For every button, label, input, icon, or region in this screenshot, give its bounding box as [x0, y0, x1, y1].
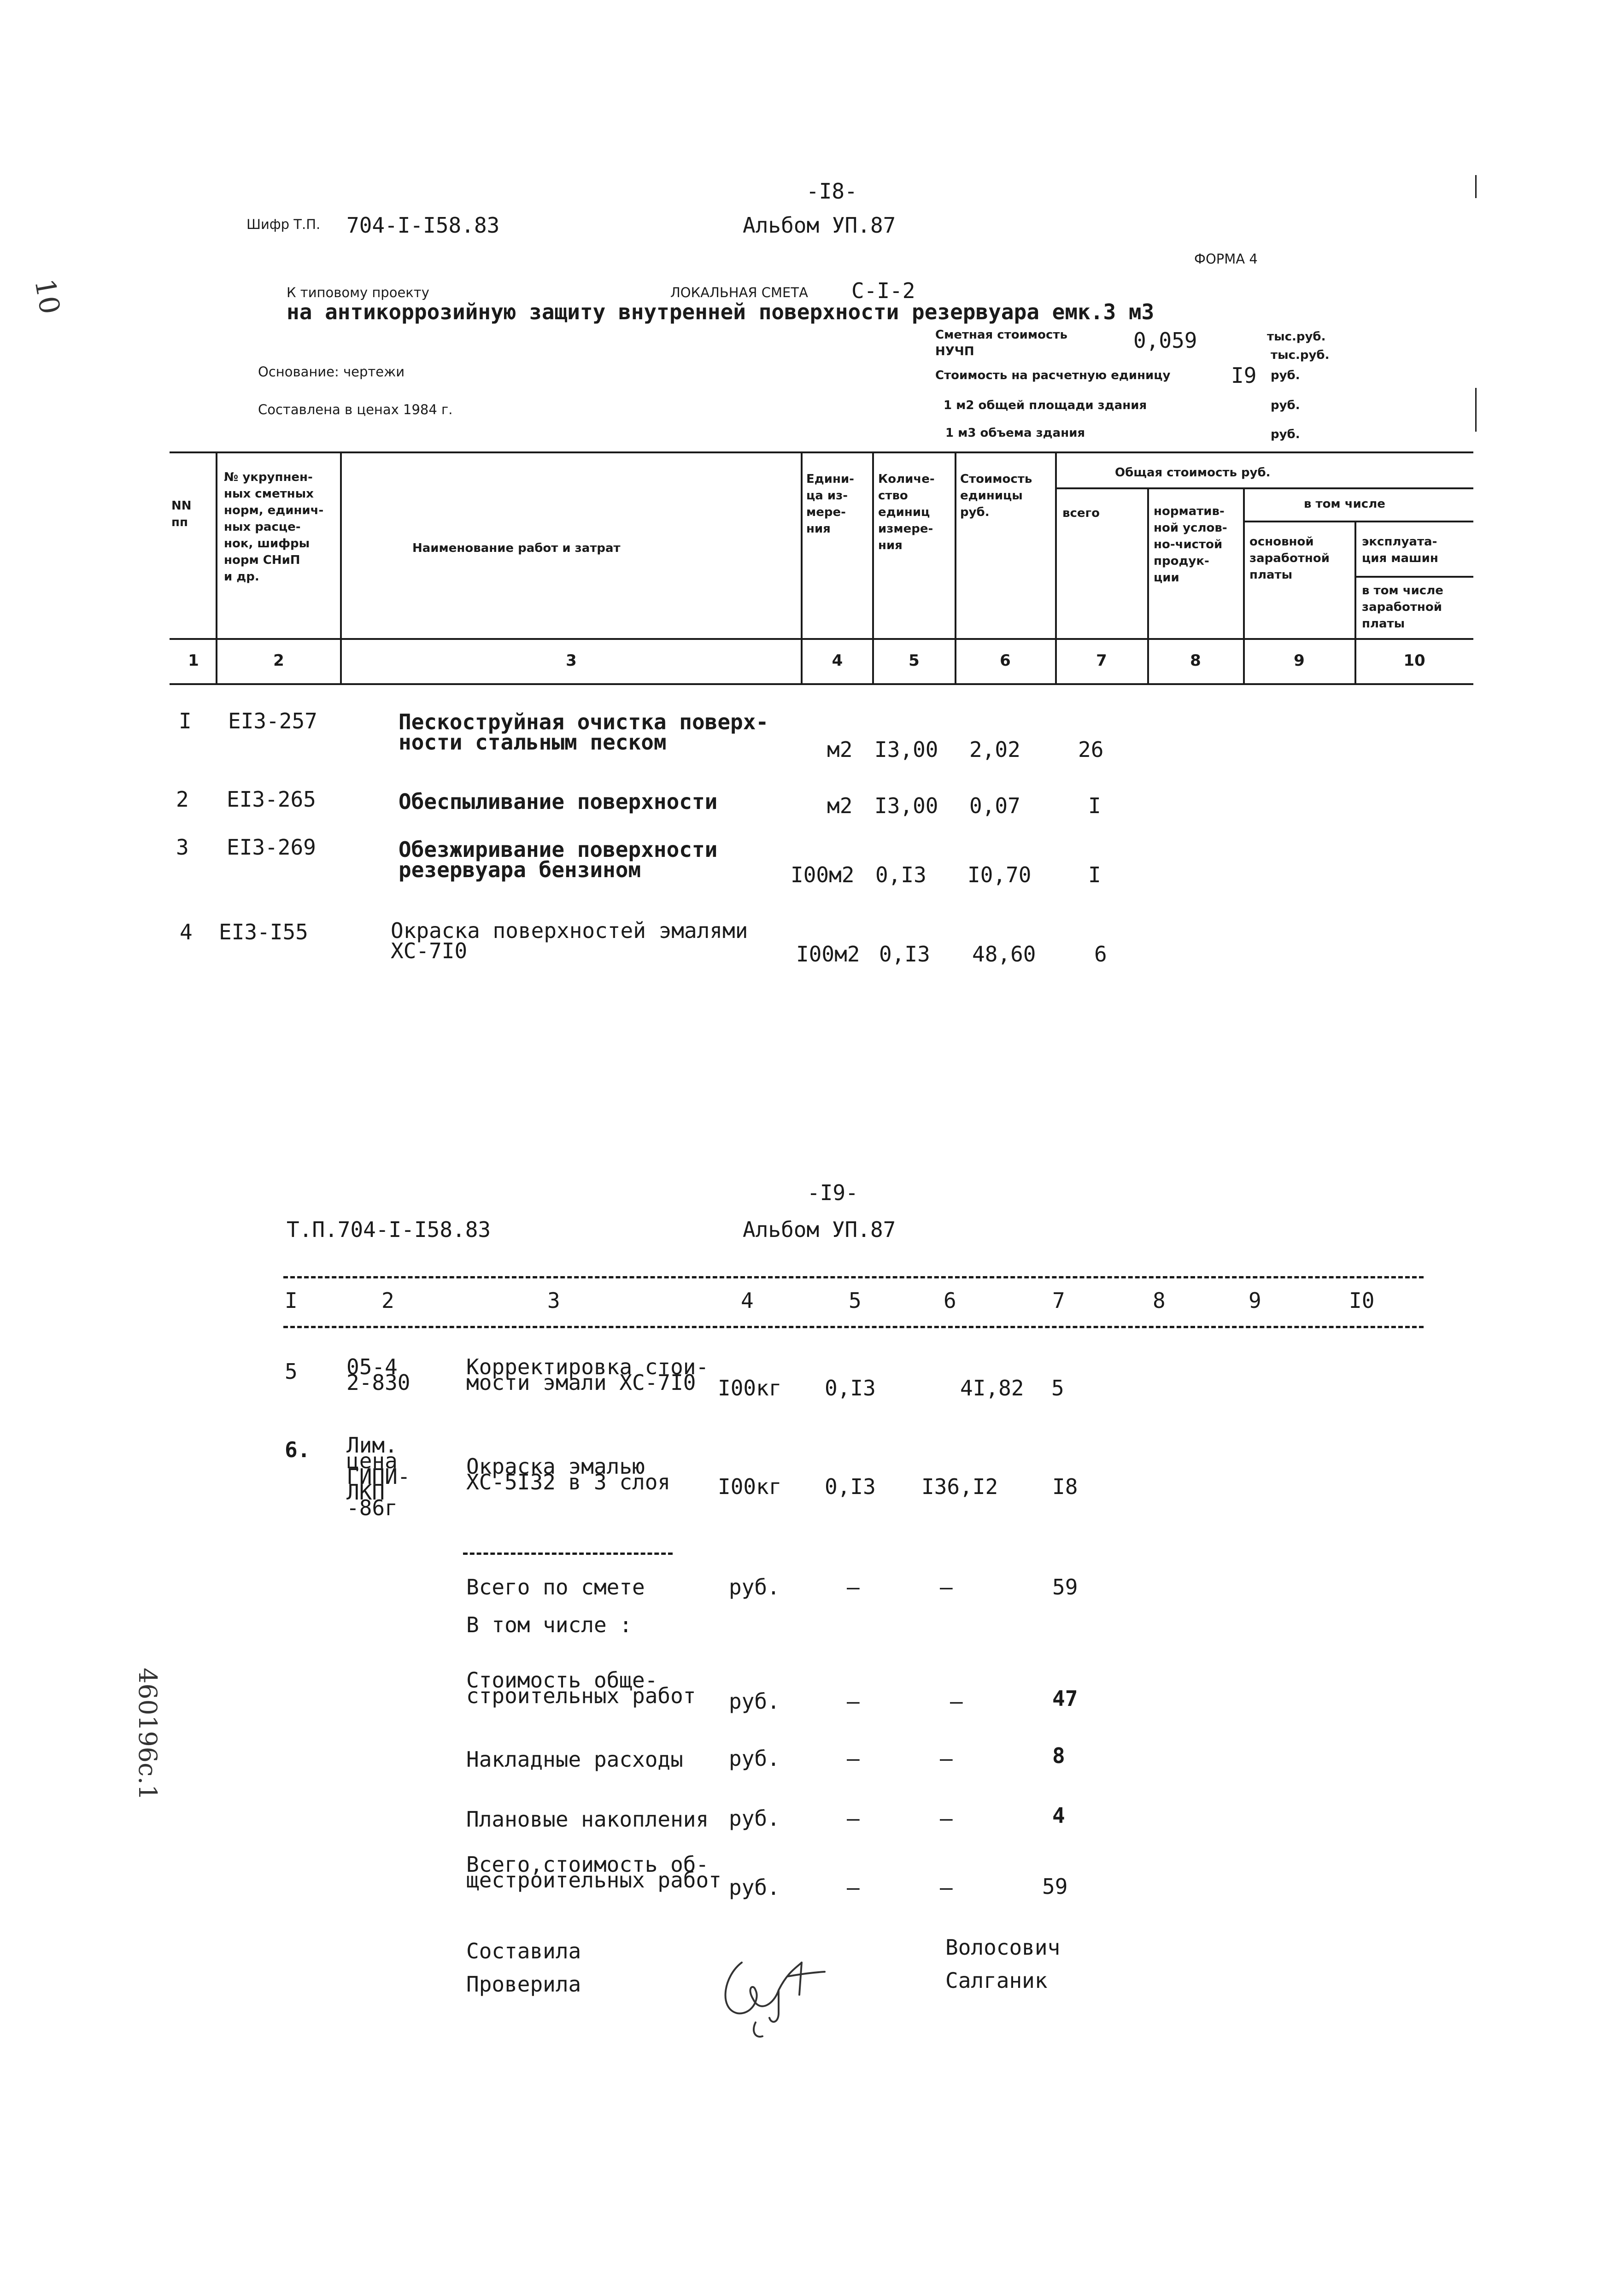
col-number: I0 [1349, 1288, 1375, 1313]
compiled-by-name: Волосович [945, 1935, 1061, 1960]
summary-unit: руб. [729, 1575, 780, 1600]
cipher-label: Шифр Т.П. [246, 217, 321, 232]
unit-cost-label: Стоимость на расчетную единицу [935, 369, 1171, 382]
m3-unit: руб. [1271, 428, 1300, 441]
summary-unit: руб. [729, 1875, 780, 1900]
row-unit: I00м2 [791, 862, 855, 887]
header-col-10b: в том числе заработной платы [1362, 584, 1443, 631]
summary-total: 59 [1042, 1874, 1068, 1899]
row-number: 6. [285, 1437, 311, 1462]
row-code: Лим. цена ГИПИ- ЛКП -86г [346, 1433, 410, 1520]
row-unit: м2 [827, 737, 853, 762]
row-total: 6 [1094, 942, 1107, 967]
row-name: Пескоструйная очистка поверх- ности стальным песком [399, 709, 769, 755]
row-name: Корректировка стои- мости эмали ХС-7I0 [466, 1354, 709, 1395]
nuchp-label: НУЧП [935, 345, 974, 358]
col-number: 4 [741, 1288, 754, 1313]
row-qty: I3,00 [874, 793, 938, 818]
row-code: EI3-265 [227, 787, 316, 812]
summary-price: – [940, 1746, 953, 1771]
summary-name: Всего,стоимость об- щестроительных работ [466, 1852, 721, 1893]
scan-edge-mark [1475, 175, 1477, 198]
header-col-2: № укрупнен- ных сметных норм, единич- ных расце- нок, шифры норм СНиП и др. [224, 470, 324, 584]
col-number: 6 [944, 1288, 956, 1313]
smeta-label: ЛОКАЛЬНАЯ СМЕТА [670, 285, 808, 300]
summary-unit: руб. [729, 1806, 780, 1831]
header-divider [283, 1276, 1424, 1278]
summary-total: 47 [1052, 1686, 1078, 1711]
summary-name: Плановые накопления [466, 1807, 709, 1832]
summary-qty: – [847, 1746, 860, 1771]
summary-total: 8 [1052, 1743, 1065, 1768]
col-number: 10 [1403, 651, 1425, 670]
cost-unit: тыс.руб. [1267, 330, 1326, 344]
row-total: I [1088, 862, 1101, 887]
row-unit: I00м2 [796, 942, 860, 967]
header-col-9: основной заработной платы [1249, 535, 1330, 582]
row-price: 48,60 [972, 942, 1036, 967]
row-number: 2 [176, 787, 189, 812]
col-number: 2 [381, 1288, 394, 1313]
col-number: 2 [273, 651, 284, 670]
col-number: 9 [1249, 1288, 1261, 1313]
scan-edge-mark [1475, 388, 1477, 432]
cost-label: Сметная стоимость [935, 328, 1067, 342]
col-number: 4 [832, 651, 843, 670]
compiled-by-label: Составила [466, 1939, 581, 1963]
row-unit: I00кг [718, 1474, 782, 1499]
summary-price: – [940, 1575, 953, 1600]
signature-mark [709, 1944, 838, 2050]
row-total: I [1088, 793, 1101, 818]
col-number: 1 [188, 651, 199, 670]
row-number: I [179, 709, 192, 733]
album-label: Альбом УП.87 [743, 1217, 896, 1242]
row-price: 0,07 [969, 793, 1020, 818]
row-qty: 0,I3 [825, 1376, 876, 1400]
basis-text: Основание: чертежи [258, 364, 405, 380]
header-col-4: Едини- ца из- мере- ния [806, 472, 854, 536]
summary-price: – [940, 1806, 953, 1831]
row-code: EI3-I55 [219, 920, 308, 944]
subtotal-divider [463, 1553, 673, 1555]
cipher-value: Т.П.704-I-I58.83 [287, 1217, 491, 1242]
unit-cost-value: I9 [1231, 363, 1257, 388]
row-number: 5 [285, 1359, 298, 1384]
m3-label: 1 м3 объема здания [945, 426, 1085, 440]
header-col-6: Стоимость единицы руб. [960, 472, 1032, 519]
col-number: 8 [1153, 1288, 1166, 1313]
summary-name: Всего по смете [466, 1575, 645, 1600]
row-qty: 0,I3 [825, 1474, 876, 1499]
row-name: Окраска поверхностей эмалями ХС-7I0 [391, 918, 748, 963]
margin-note: 460196с.1 [133, 1668, 162, 1800]
cost-value: 0,059 [1133, 328, 1197, 353]
col-number: 9 [1294, 651, 1305, 670]
summary-name: Стоимость обще- строительных работ [466, 1668, 696, 1708]
summary-price: – [940, 1875, 953, 1900]
row-name: Обеспыливание поверхности [399, 789, 718, 814]
header-col-8: норматив- ной услов- но-чистой продук- ции [1154, 504, 1227, 585]
summary-qty: – [847, 1875, 860, 1900]
col-number: 3 [547, 1288, 560, 1313]
project-ref: К типовому проекту [287, 285, 429, 300]
header-col-1: NN пп [171, 499, 192, 529]
col-number: 7 [1096, 651, 1107, 670]
col-number: 7 [1052, 1288, 1065, 1313]
row-price: 2,02 [969, 737, 1020, 762]
summary-total: 59 [1052, 1575, 1078, 1600]
album-label: Альбом УП.87 [743, 213, 896, 238]
smeta-subject: на антикоррозийную защиту внутренней поверхности резервуара емк.3 м3 [287, 299, 1155, 324]
header-col-7: всего [1062, 506, 1100, 520]
row-price: 4I,82 [960, 1376, 1024, 1400]
form-label: ФОРМА 4 [1194, 251, 1258, 267]
summary-total: 4 [1052, 1803, 1065, 1828]
cipher-value: 704-I-I58.83 [346, 213, 500, 238]
header-total: Общая стоимость руб. [1115, 466, 1271, 480]
col-number: I [285, 1288, 298, 1313]
row-total: I8 [1052, 1474, 1078, 1499]
summary-name: Накладные расходы [466, 1747, 683, 1772]
summary-unit: руб. [729, 1746, 780, 1771]
row-price: I36,I2 [921, 1474, 998, 1499]
smeta-number: С-I-2 [851, 278, 915, 303]
page-number: -I9- [807, 1180, 858, 1205]
header-col-10a: эксплуата- ция машин [1362, 535, 1438, 565]
row-code: EI3-269 [227, 835, 316, 860]
m2-unit: руб. [1271, 398, 1300, 412]
row-total: 5 [1051, 1376, 1064, 1400]
summary-qty: – [847, 1689, 860, 1714]
row-unit: I00кг [718, 1376, 782, 1400]
checked-by-label: Проверила [466, 1972, 581, 1997]
margin-note: 10 [28, 276, 66, 317]
row-name: Обезжиривание поверхности резервуара бензином [399, 837, 718, 882]
nuchp-unit: тыс.руб. [1271, 348, 1330, 362]
row-name: Окраска эмалью ХС-5I32 в 3 слоя [466, 1454, 671, 1494]
header-col-5: Количе- ство единиц измере- ния [878, 472, 935, 552]
compiled-prices: Составлена в ценах 1984 г. [258, 402, 453, 417]
header-divider [283, 1326, 1424, 1328]
col-number: 5 [909, 651, 920, 670]
header-incl: в том числе [1304, 497, 1385, 511]
row-code: EI3-257 [228, 709, 317, 733]
page-number: -I8- [806, 179, 857, 204]
summary-qty: – [847, 1806, 860, 1831]
col-number: 8 [1190, 651, 1201, 670]
row-number: 4 [180, 920, 193, 944]
header-col-3: Наименование работ и затрат [412, 541, 621, 555]
m2-label: 1 м2 общей площади здания [944, 398, 1147, 412]
row-unit: м2 [827, 793, 853, 818]
row-price: I0,70 [967, 862, 1032, 887]
row-number: 3 [176, 835, 189, 860]
row-qty: 0,I3 [879, 942, 930, 967]
summary-qty: – [847, 1575, 860, 1600]
row-qty: I3,00 [874, 737, 938, 762]
summary-name: В том числе : [466, 1612, 633, 1637]
unit-cost-unit: руб. [1271, 369, 1300, 382]
summary-price: – [950, 1689, 963, 1714]
col-number: 6 [1000, 651, 1011, 670]
col-number: 5 [849, 1288, 862, 1313]
row-qty: 0,I3 [875, 862, 926, 887]
summary-unit: руб. [729, 1689, 780, 1714]
checked-by-name: Салганик [945, 1968, 1048, 1993]
row-total: 26 [1078, 737, 1104, 762]
col-number: 3 [566, 651, 577, 670]
row-code: 05-4 2-830 [346, 1354, 410, 1395]
